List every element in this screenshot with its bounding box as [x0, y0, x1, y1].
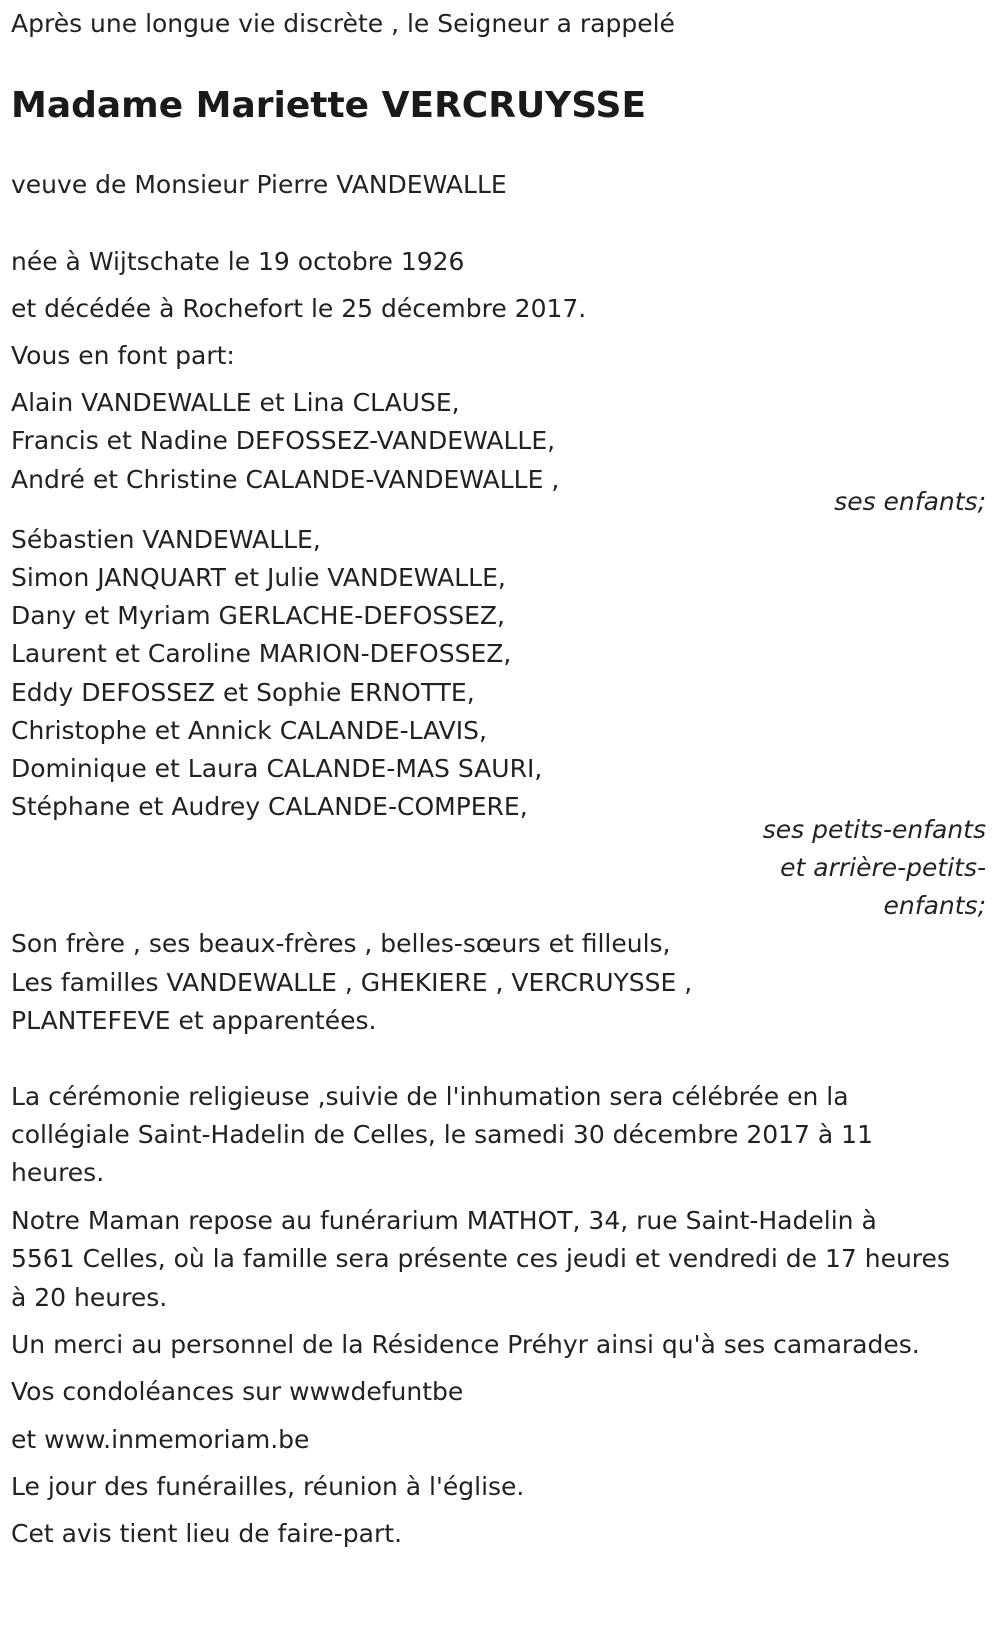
- grandchildren-label: ses petits-enfants: [762, 815, 986, 844]
- children-label: ses enfants;: [834, 487, 986, 516]
- grandchild-line: Stéphane et Audrey CALANDE-COMPERE,: [11, 792, 528, 821]
- funerarium-line: Notre Maman repose au funérarium MATHOT, 34, rue Saint-Hadelin à: [11, 1206, 877, 1235]
- child-line: Francis et Nadine DEFOSSEZ-VANDEWALLE,: [11, 426, 556, 455]
- thanks-text: Un merci au personnel de la Résidence Préhyr ainsi qu'à ses camarades.: [11, 1330, 920, 1359]
- child-line: André et Christine CALANDE-VANDEWALLE ,: [11, 465, 560, 494]
- death-text: et décédée à Rochefort le 25 décembre 2017.: [11, 294, 587, 323]
- grandchild-line: Christophe et Annick CALANDE-LAVIS,: [11, 716, 487, 745]
- ceremony-line: collégiale Saint-Hadelin de Celles, le samedi 30 décembre 2017 à 11: [11, 1120, 873, 1149]
- condolences-link[interactable]: et www.inmemoriam.be: [11, 1425, 310, 1454]
- notice-text: Cet avis tient lieu de faire-part.: [11, 1519, 403, 1548]
- family-line: PLANTEFEVE et apparentées.: [11, 1006, 377, 1035]
- intro-text: Après une longue vie discrète , le Seigneur a rappelé: [11, 9, 675, 38]
- deceased-name: Madame Mariette VERCRUYSSE: [11, 85, 647, 126]
- spouse-text: veuve de Monsieur Pierre VANDEWALLE: [11, 170, 507, 199]
- ceremony-line: La cérémonie religieuse ,suivie de l'inhumation sera célébrée en la: [11, 1082, 849, 1111]
- grandchild-line: Dominique et Laura CALANDE-MAS SAURI,: [11, 754, 543, 783]
- funerarium-line: à 20 heures.: [11, 1283, 168, 1312]
- child-line: Alain VANDEWALLE et Lina CLAUSE,: [11, 388, 460, 417]
- grandchild-line: Dany et Myriam GERLACHE-DEFOSSEZ,: [11, 601, 505, 630]
- family-line: Les familles VANDEWALLE , GHEKIERE , VERCRUYSSE ,: [11, 968, 693, 997]
- funerarium-line: 5561 Celles, où la famille sera présente ces jeudi et vendredi de 17 heures: [11, 1244, 950, 1273]
- grandchildren-label: enfants;: [883, 891, 986, 920]
- grandchildren-label: et arrière-petits-: [780, 853, 986, 882]
- birth-text: née à Wijtschate le 19 octobre 1926: [11, 247, 465, 276]
- family-line: Son frère , ses beaux-frères , belles-sœurs et filleuls,: [11, 929, 671, 958]
- reunion-text: Le jour des funérailles, réunion à l'église.: [11, 1472, 525, 1501]
- condolences-line: Vos condoléances sur wwwdefuntbe: [11, 1377, 464, 1406]
- announce-text: Vous en font part:: [11, 341, 235, 370]
- grandchild-line: Eddy DEFOSSEZ et Sophie ERNOTTE,: [11, 678, 475, 707]
- grandchild-line: Sébastien VANDEWALLE,: [11, 525, 321, 554]
- ceremony-line: heures.: [11, 1158, 105, 1187]
- grandchild-line: Simon JANQUART et Julie VANDEWALLE,: [11, 563, 506, 592]
- grandchild-line: Laurent et Caroline MARION-DEFOSSEZ,: [11, 639, 512, 668]
